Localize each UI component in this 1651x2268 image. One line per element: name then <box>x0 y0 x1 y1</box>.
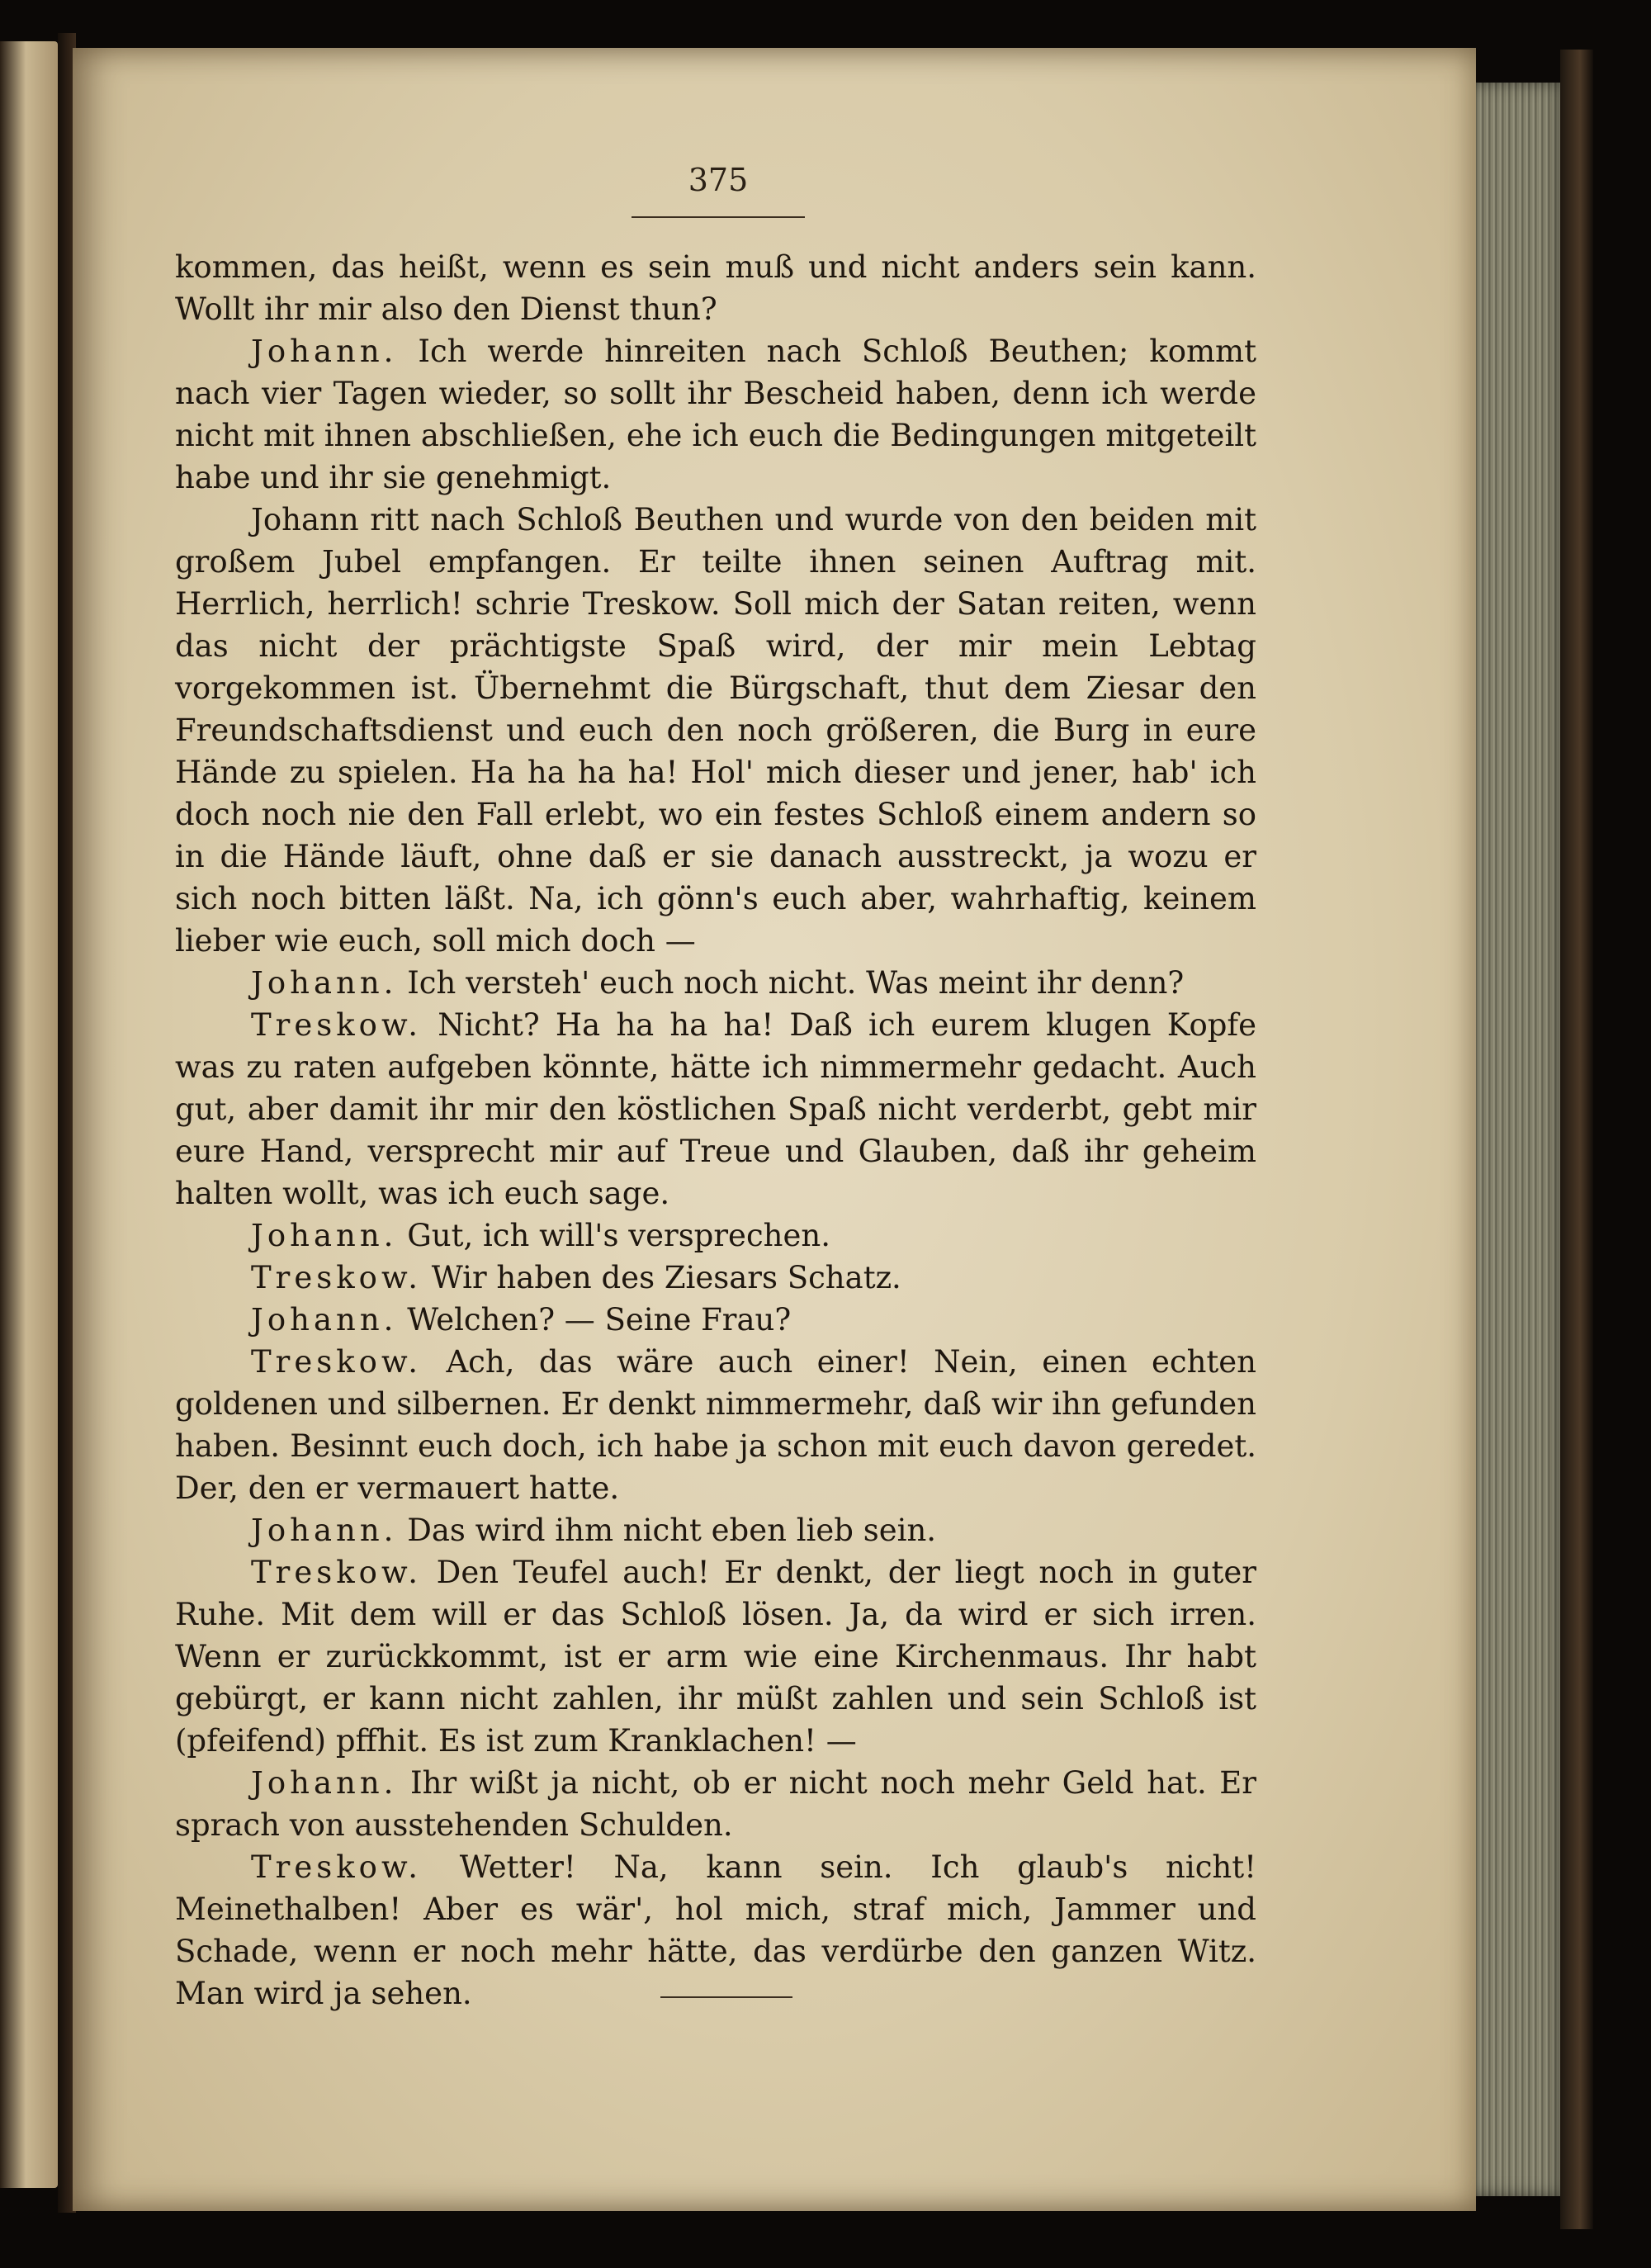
paragraph-text: Das wird ihm nicht eben lieb sein. <box>407 1513 937 1548</box>
paragraph <box>175 499 1256 962</box>
paragraph-text: Welchen? — Seine Frau? <box>407 1302 792 1338</box>
paragraph <box>175 1551 1256 1762</box>
paragraph-text: Wir haben des Ziesars Schatz. <box>431 1260 901 1295</box>
header-rule <box>632 216 805 218</box>
speaker-name: Johann. <box>251 965 398 1001</box>
paragraph <box>175 1509 1256 1551</box>
speaker-name: Johann. <box>251 1302 398 1338</box>
paragraph-text: Ich versteh' euch noch nicht. Was meint ihr denn? <box>407 965 1185 1001</box>
paragraph-text: Johann ritt nach Schloß Beuthen und wurde von den beiden mit großem Jubel empfangen. Er teilte ihnen seinen Auftrag mit. Herrlich, herrlich! schrie Treskow. Soll mich der Satan reiten, wenn das nicht der prächtigste Spaß wird, der mir mein Lebtag vorgekommen ist. Übernehmt die Bürgschaft, thut dem Ziesar den Freundschaftsdienst und euch den noch größeren, die Burg in eure Hände zu spielen. Ha ha ha ha! Hol' mich dieser und jener, hab' ich doch noch nie den Fall erlebt, wo ein festes Schloß einem andern so in die Hände läuft, ohne daß er sie danach ausstreckt, ja wozu er sich noch bitten läßt. Na, ich gönn's euch aber, wahrhaftig, keinem lieber wie euch, soll mich doch — <box>175 502 1256 959</box>
end-rule <box>660 1996 792 1998</box>
paragraph-text: Wetter! Na, kann sein. Ich glaub's nicht! Meinethalben! Aber es wär', hol mich, straf mich, Jammer und Schade, wenn er noch mehr hätte, das verdürbe den ganzen Witz. Man wird ja sehen. <box>175 1849 1256 2011</box>
paragraph-text: Ach, das wäre auch einer! Nein, einen echten goldenen und silbernen. Er denkt nimmermehr, daß wir ihn gefunden haben. Besinnt euch doch, ich habe ja schon mit euch davon geredet. Der, den er vermauert hatte. <box>175 1344 1256 1506</box>
page-text <box>175 246 1256 2015</box>
speaker-name: Treskow. <box>251 1260 422 1295</box>
paragraph-text: Den Teufel auch! Er denkt, der liegt noch in guter Ruhe. Mit dem will er das Schloß lösen. Ja, da wird er sich irren. Wenn er zurückkommt, ist er arm wie eine Kirchenmaus. Ihr habt gebürgt, er kann nicht zahlen, ihr müßt zahlen und sein Schloß ist (pfeifend) pffhit. Es ist zum Kranklachen! — <box>175 1555 1256 1759</box>
page-number: 375 <box>688 162 749 198</box>
paragraph <box>175 962 1256 1004</box>
paragraph-text: Ihr wißt ja nicht, ob er nicht noch mehr Geld hat. Er sprach von ausstehenden Schulden. <box>175 1765 1256 1843</box>
speaker-name: Treskow. <box>251 1555 422 1590</box>
paragraph <box>175 1341 1256 1509</box>
speaker-name: Johann. <box>251 334 398 369</box>
speaker-name: Johann. <box>251 1218 398 1253</box>
speaker-name: Johann. <box>251 1513 398 1548</box>
speaker-name: Treskow. <box>251 1007 422 1043</box>
paragraph <box>175 330 1256 499</box>
paragraph <box>175 1004 1256 1214</box>
speaker-name: Treskow. <box>251 1344 422 1380</box>
paragraph <box>175 1299 1256 1341</box>
paragraph-text: Nicht? Ha ha ha ha! Daß ich eurem klugen Kopfe was zu raten aufgeben könnte, hätte ich nimmermehr gedacht. Auch gut, aber damit ihr mir den köstlichen Spaß nicht verderbt, gebt mir eure Hand, versprecht mir auf Treue und Glauben, daß ihr geheim halten wollt, was ich euch sage. <box>175 1007 1257 1211</box>
paragraph-text: kommen, das heißt, wenn es sein muß und nicht anders sein kann. Wollt ihr mir also den Dienst thun? <box>175 249 1256 327</box>
paragraph <box>175 1214 1256 1257</box>
paragraph-text: Gut, ich will's versprechen. <box>407 1218 830 1253</box>
page-block-edges <box>1465 83 1560 2196</box>
paragraph <box>175 1846 1256 2015</box>
paragraph-text: Ich werde hinreiten nach Schloß Beuthen; kommt nach vier Tagen wieder, so sollt ihr Bescheid haben, denn ich werde nicht mit ihnen abschließen, ehe ich euch die Bedingungen mitgeteilt habe und ihr sie genehmigt. <box>175 334 1257 495</box>
speaker-name: Johann. <box>251 1765 398 1801</box>
previous-page-edge <box>0 41 58 2188</box>
paragraph <box>175 246 1256 330</box>
speaker-name: Treskow. <box>251 1849 422 1885</box>
paragraph <box>175 1257 1256 1299</box>
paragraph <box>175 1762 1256 1846</box>
book-cover-edge <box>1560 50 1593 2229</box>
